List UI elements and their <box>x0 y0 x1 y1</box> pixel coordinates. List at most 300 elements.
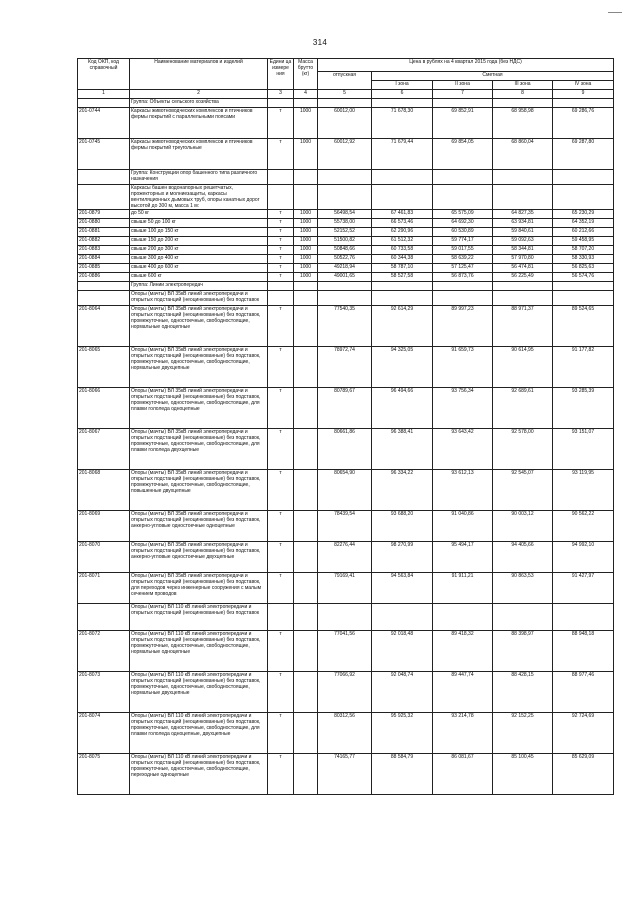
empty-cell <box>372 282 433 291</box>
zone-2-price-cell: 91 911,21 <box>433 573 493 604</box>
zone-2-price-cell: 69 852,91 <box>433 108 493 139</box>
release-price-cell: 50522,76 <box>318 255 372 264</box>
empty-cell <box>268 170 294 185</box>
zone-1-price-cell: 60 733,58 <box>372 246 433 255</box>
unit-cell: т <box>268 273 294 282</box>
zone-3-price-cell: 59 092,63 <box>493 237 553 246</box>
table-row <box>78 542 614 573</box>
price-table <box>77 58 614 795</box>
zone-2-price-cell: 91 040,86 <box>433 511 493 542</box>
release-price-cell: 80654,90 <box>318 470 372 511</box>
header-release: отпускная <box>318 72 372 90</box>
unit-cell: т <box>268 237 294 246</box>
zone-1-price-cell: 60 344,38 <box>372 255 433 264</box>
zone-3-price-cell: 90 003,12 <box>493 511 553 542</box>
section-row <box>78 282 614 291</box>
zone-4-price-cell: 91 427,97 <box>553 573 614 604</box>
zone-1-price-cell: 98 270,99 <box>372 542 433 573</box>
mass-cell <box>294 511 318 542</box>
name-cell: Каркасы животноводческих комплексов и птичников фермы покрытий треугольные <box>130 139 268 170</box>
zone-2-price-cell: 91 659,73 <box>433 347 493 388</box>
mass-cell <box>294 713 318 754</box>
zone-2-price-cell: 93 214,78 <box>433 713 493 754</box>
zone-4-price-cell: 69 287,80 <box>553 139 614 170</box>
empty-cell <box>294 282 318 291</box>
table-row <box>78 754 614 795</box>
header-price-group: Цена в рублях на 4 квартал 2015 года (без НДС) <box>318 59 614 72</box>
zone-1-price-cell: 58 527,58 <box>372 273 433 282</box>
name-cell: Опоры (мачты) ВЛ 35кВ линий электропередачи и открытых подстанций (неоцинкованные) без подставок, промежуточные, одностоечные, свободностоящие, для плавки гололеда двухцепные <box>130 429 268 470</box>
zone-4-price-cell: 64 352,19 <box>553 219 614 228</box>
section-code-cell <box>78 291 130 306</box>
release-price-cell: 78439,54 <box>318 511 372 542</box>
zone-2-price-cell: 58 639,22 <box>433 255 493 264</box>
unit-cell: т <box>268 347 294 388</box>
section-title: Группа: Объекты сельского хозяйства <box>130 99 268 108</box>
empty-cell <box>372 291 433 306</box>
zone-4-price-cell: 91 177,82 <box>553 347 614 388</box>
release-price-cell: 52152,52 <box>318 228 372 237</box>
zone-2-price-cell: 93 612,13 <box>433 470 493 511</box>
table-row <box>78 573 614 604</box>
zone-4-price-cell: 93 285,39 <box>553 388 614 429</box>
name-cell: Опоры (мачты) ВЛ 35кВ линий электропередачи и открытых подстанций (неоцинкованные) без подставок, анкерно-угловые одностоечные одноцепные <box>130 511 268 542</box>
mass-cell <box>294 542 318 573</box>
code-cell: 201-8064 <box>78 306 130 347</box>
name-cell: Опоры (мачты) ВЛ 35кВ линий электропередачи и открытых подстанций (неоцинкованные) без подставок, промежуточные, одностоечные, свободностоящие, для плавки гололеда одноцепные <box>130 388 268 429</box>
unit-cell: т <box>268 255 294 264</box>
section-code-cell <box>78 185 130 210</box>
empty-cell <box>553 170 614 185</box>
zone-3-price-cell: 92 689,61 <box>493 388 553 429</box>
zone-3-price-cell: 64 827,35 <box>493 210 553 219</box>
header-zone-2: II зона <box>433 81 493 90</box>
empty-cell <box>433 99 493 108</box>
empty-cell <box>493 282 553 291</box>
page-number: 314 <box>312 38 328 47</box>
section-title: Группа: Линии электропередач <box>130 282 268 291</box>
header-zone-4: IV зона <box>553 81 614 90</box>
unit-cell: т <box>268 264 294 273</box>
zone-1-price-cell: 94 325,05 <box>372 347 433 388</box>
zone-1-price-cell: 96 334,22 <box>372 470 433 511</box>
zone-2-price-cell: 69 854,05 <box>433 139 493 170</box>
name-cell: Каркасы животноводческих комплексов и птичников фермы покрытий с параллельными поясами <box>130 108 268 139</box>
mass-cell <box>294 470 318 511</box>
zone-3-price-cell: 58 344,81 <box>493 246 553 255</box>
unit-cell: т <box>268 108 294 139</box>
table-row <box>78 511 614 542</box>
table-row <box>78 108 614 139</box>
zone-1-price-cell: 66 573,46 <box>372 219 433 228</box>
zone-2-price-cell: 60 530,89 <box>433 228 493 237</box>
table-row <box>78 237 614 246</box>
zone-4-price-cell: 60 212,66 <box>553 228 614 237</box>
unit-cell: т <box>268 672 294 713</box>
empty-cell <box>433 170 493 185</box>
unit-cell: т <box>268 573 294 604</box>
column-number: 9 <box>553 90 614 99</box>
release-price-cell: 51500,82 <box>318 237 372 246</box>
zone-3-price-cell: 92 578,00 <box>493 429 553 470</box>
zone-3-price-cell: 88 971,37 <box>493 306 553 347</box>
empty-cell <box>268 604 294 631</box>
empty-cell <box>493 604 553 631</box>
column-number: 3 <box>268 90 294 99</box>
name-cell: свыше 600 кг <box>130 273 268 282</box>
empty-cell <box>433 604 493 631</box>
section-code-cell <box>78 282 130 291</box>
zone-3-price-cell: 59 840,61 <box>493 228 553 237</box>
zone-4-price-cell: 92 724,69 <box>553 713 614 754</box>
zone-1-price-cell: 71 678,30 <box>372 108 433 139</box>
zone-3-price-cell: 56 474,81 <box>493 264 553 273</box>
release-price-cell: 60012,00 <box>318 108 372 139</box>
table-row <box>78 210 614 219</box>
empty-cell <box>553 185 614 210</box>
code-cell: 201-0886 <box>78 273 130 282</box>
zone-4-price-cell: 59 458,95 <box>553 237 614 246</box>
table-row <box>78 228 614 237</box>
code-cell: 201-8071 <box>78 573 130 604</box>
column-number: 2 <box>130 90 268 99</box>
table-row <box>78 139 614 170</box>
zone-1-price-cell: 62 290,96 <box>372 228 433 237</box>
zone-1-price-cell: 94 563,84 <box>372 573 433 604</box>
empty-cell <box>268 185 294 210</box>
empty-cell <box>318 185 372 210</box>
zone-3-price-cell: 57 970,80 <box>493 255 553 264</box>
table-row <box>78 219 614 228</box>
column-number: 1 <box>78 90 130 99</box>
release-price-cell: 78972,74 <box>318 347 372 388</box>
mass-cell: 1000 <box>294 219 318 228</box>
mass-cell: 1000 <box>294 108 318 139</box>
empty-cell <box>493 185 553 210</box>
unit-cell: т <box>268 754 294 795</box>
unit-cell: т <box>268 429 294 470</box>
zone-4-price-cell: 69 286,76 <box>553 108 614 139</box>
header-zone-3: III зона <box>493 81 553 90</box>
mass-cell <box>294 631 318 672</box>
column-number: 7 <box>433 90 493 99</box>
mass-cell <box>294 347 318 388</box>
zone-3-price-cell: 92 152,25 <box>493 713 553 754</box>
empty-cell <box>493 291 553 306</box>
zone-2-price-cell: 95 494,17 <box>433 542 493 573</box>
name-cell: Опоры (мачты) ВЛ 110 кВ линий электропередачи и открытых подстанций (неоцинкованные) без подставок, промежуточные, одностоечные, свободностоящие, переходные одноцепные <box>130 754 268 795</box>
unit-cell: т <box>268 470 294 511</box>
header-name: Наименование материалов и изделий <box>130 59 268 90</box>
unit-cell: т <box>268 228 294 237</box>
zone-4-price-cell: 65 230,29 <box>553 210 614 219</box>
empty-cell <box>433 185 493 210</box>
mass-cell <box>294 754 318 795</box>
zone-1-price-cell: 93 688,20 <box>372 511 433 542</box>
unit-cell: т <box>268 713 294 754</box>
code-cell: 201-8068 <box>78 470 130 511</box>
code-cell: 201-0881 <box>78 228 130 237</box>
code-cell: 201-8073 <box>78 672 130 713</box>
empty-cell <box>294 291 318 306</box>
header-estimate: Сметная <box>372 72 614 81</box>
code-cell: 201-8072 <box>78 631 130 672</box>
name-cell: Опоры (мачты) ВЛ 110 кВ линий электропередачи и открытых подстанций (неоцинкованные) без подставок, промежуточные, одностоечные, свободностоящие, для плавки гололеда одноцепные, двухцепные <box>130 713 268 754</box>
empty-cell <box>294 185 318 210</box>
zone-4-price-cell: 58 330,93 <box>553 255 614 264</box>
zone-3-price-cell: 85 100,45 <box>493 754 553 795</box>
empty-cell <box>433 282 493 291</box>
zone-1-price-cell: 92 614,29 <box>372 306 433 347</box>
release-price-cell: 77540,35 <box>318 306 372 347</box>
mass-cell <box>294 306 318 347</box>
zone-1-price-cell: 96 388,41 <box>372 429 433 470</box>
mass-cell: 1000 <box>294 228 318 237</box>
empty-cell <box>553 282 614 291</box>
release-price-cell: 80312,56 <box>318 713 372 754</box>
table-row <box>78 273 614 282</box>
code-cell: 201-0885 <box>78 264 130 273</box>
mass-cell <box>294 573 318 604</box>
zone-1-price-cell: 67 461,83 <box>372 210 433 219</box>
table-row <box>78 429 614 470</box>
section-title: Опоры (мачты) ВЛ 35кВ линий электропередачи и открытых подстанций (неоцинкованные) без подставок <box>130 291 268 306</box>
mass-cell: 1000 <box>294 237 318 246</box>
column-number: 4 <box>294 90 318 99</box>
mass-cell: 1000 <box>294 139 318 170</box>
code-cell: 201-0880 <box>78 219 130 228</box>
zone-1-price-cell: 95 925,32 <box>372 713 433 754</box>
table-row <box>78 388 614 429</box>
header-code: Код ОКП, код справочный <box>78 59 130 90</box>
zone-4-price-cell: 88 977,46 <box>553 672 614 713</box>
unit-cell: т <box>268 210 294 219</box>
release-price-cell: 80789,67 <box>318 388 372 429</box>
release-price-cell: 82276,44 <box>318 542 372 573</box>
section-code-cell <box>78 99 130 108</box>
empty-cell <box>268 282 294 291</box>
empty-cell <box>318 291 372 306</box>
release-price-cell: 50848,66 <box>318 246 372 255</box>
column-number-row <box>78 90 614 99</box>
zone-3-price-cell: 90 863,53 <box>493 573 553 604</box>
code-cell: 201-8066 <box>78 388 130 429</box>
code-cell: 201-0745 <box>78 139 130 170</box>
zone-3-price-cell: 68 860,04 <box>493 139 553 170</box>
release-price-cell: 56498,54 <box>318 210 372 219</box>
name-cell: Опоры (мачты) ВЛ 35кВ линий электропередачи и открытых подстанций (неоцинкованные) без подставок, промежуточные, одностоечные, свободностоящие, нормальные двухцепные <box>130 347 268 388</box>
empty-cell <box>553 604 614 631</box>
mass-cell: 1000 <box>294 246 318 255</box>
header-unit: Едини ца измере ния <box>268 59 294 90</box>
code-cell: 201-8067 <box>78 429 130 470</box>
unit-cell: т <box>268 246 294 255</box>
name-cell: Опоры (мачты) ВЛ 35кВ линий электропередачи и открытых подстанций (неоцинкованные) без подставок, анкерно-угловые одностоечные двухцепные <box>130 542 268 573</box>
empty-cell <box>318 604 372 631</box>
release-price-cell: 77041,56 <box>318 631 372 672</box>
code-cell: 201-8070 <box>78 542 130 573</box>
release-price-cell: 55738,00 <box>318 219 372 228</box>
empty-cell <box>372 604 433 631</box>
zone-2-price-cell: 59 774,17 <box>433 237 493 246</box>
mass-cell: 1000 <box>294 210 318 219</box>
empty-cell <box>318 282 372 291</box>
zone-2-price-cell: 89 447,74 <box>433 672 493 713</box>
zone-2-price-cell: 65 575,09 <box>433 210 493 219</box>
zone-4-price-cell: 89 524,65 <box>553 306 614 347</box>
section-row <box>78 170 614 185</box>
name-cell: Опоры (мачты) ВЛ 110 кВ линий электропередачи и открытых подстанций (неоцинкованные) без подставок, промежуточные, одностоечные, свободностоящие, нормальные одноцепные <box>130 631 268 672</box>
zone-4-price-cell: 93 119,95 <box>553 470 614 511</box>
empty-cell <box>294 170 318 185</box>
zone-4-price-cell: 56 825,63 <box>553 264 614 273</box>
zone-1-price-cell: 58 787,10 <box>372 264 433 273</box>
release-price-cell: 49218,94 <box>318 264 372 273</box>
zone-2-price-cell: 89 418,32 <box>433 631 493 672</box>
code-cell: 201-0879 <box>78 210 130 219</box>
mass-cell: 1000 <box>294 255 318 264</box>
zone-2-price-cell: 89 997,23 <box>433 306 493 347</box>
unit-cell: т <box>268 306 294 347</box>
header-zone-1: I зона <box>372 81 433 90</box>
zone-1-price-cell: 92 048,74 <box>372 672 433 713</box>
mass-cell <box>294 388 318 429</box>
zone-2-price-cell: 93 643,42 <box>433 429 493 470</box>
name-cell: свыше 50 до 100 кг <box>130 219 268 228</box>
zone-3-price-cell: 88 398,97 <box>493 631 553 672</box>
empty-cell <box>372 185 433 210</box>
name-cell: Опоры (мачты) ВЛ 35кВ линий электропередачи и открытых подстанций (неоцинкованные) без подставок, промежуточные, одностоечные, свободностоящие, нормальные одноцепные <box>130 306 268 347</box>
table-row <box>78 255 614 264</box>
release-price-cell: 79169,41 <box>318 573 372 604</box>
unit-cell: т <box>268 219 294 228</box>
empty-cell <box>493 99 553 108</box>
empty-cell <box>493 170 553 185</box>
zone-3-price-cell: 92 545,07 <box>493 470 553 511</box>
table-row <box>78 672 614 713</box>
empty-cell <box>294 99 318 108</box>
mass-cell: 1000 <box>294 264 318 273</box>
mass-cell: 1000 <box>294 273 318 282</box>
code-cell: 201-8065 <box>78 347 130 388</box>
header-mass: Масса брутто (кг) <box>294 59 318 90</box>
section-title: Группа: Конструкции опор башенного типа различного назначения <box>130 170 268 185</box>
zone-1-price-cell: 92 018,48 <box>372 631 433 672</box>
zone-2-price-cell: 59 017,55 <box>433 246 493 255</box>
zone-4-price-cell: 93 151,07 <box>553 429 614 470</box>
mass-cell <box>294 672 318 713</box>
zone-2-price-cell: 56 873,76 <box>433 273 493 282</box>
zone-2-price-cell: 86 081,67 <box>433 754 493 795</box>
zone-4-price-cell: 58 707,20 <box>553 246 614 255</box>
empty-cell <box>268 99 294 108</box>
zone-4-price-cell: 56 574,76 <box>553 273 614 282</box>
column-number: 6 <box>372 90 433 99</box>
column-number: 5 <box>318 90 372 99</box>
zone-3-price-cell: 90 614,95 <box>493 347 553 388</box>
zone-1-price-cell: 61 512,32 <box>372 237 433 246</box>
table-row <box>78 347 614 388</box>
section-code-cell <box>78 604 130 631</box>
section-title: Опоры (мачты) ВЛ 110 кВ линий электропередачи и открытых подстанций (неоцинкованные) без подставок <box>130 604 268 631</box>
empty-cell <box>553 291 614 306</box>
zone-3-price-cell: 63 934,81 <box>493 219 553 228</box>
unit-cell: т <box>268 511 294 542</box>
top-rule <box>608 12 622 13</box>
zone-3-price-cell: 68 958,98 <box>493 108 553 139</box>
name-cell: Опоры (мачты) ВЛ 35кВ линий электропередачи и открытых подстанций (неоцинкованные) без подставок, для переходов через инженерные сооружения с малым сечением проводов <box>130 573 268 604</box>
table-row <box>78 246 614 255</box>
empty-cell <box>553 99 614 108</box>
code-cell: 201-8074 <box>78 713 130 754</box>
release-price-cell: 49001,65 <box>318 273 372 282</box>
section-row <box>78 99 614 108</box>
name-cell: до 50 кг <box>130 210 268 219</box>
table-row <box>78 306 614 347</box>
zone-1-price-cell: 96 494,66 <box>372 388 433 429</box>
code-cell: 201-0744 <box>78 108 130 139</box>
empty-cell <box>318 99 372 108</box>
unit-cell: т <box>268 388 294 429</box>
unit-cell: т <box>268 542 294 573</box>
column-number: 8 <box>493 90 553 99</box>
empty-cell <box>318 170 372 185</box>
zone-4-price-cell: 88 948,18 <box>553 631 614 672</box>
name-cell: Опоры (мачты) ВЛ 110 кВ линий электропередачи и открытых подстанций (неоцинкованные) без подставок, промежуточные, одностоечные, свободностоящие, нормальные двухцепные <box>130 672 268 713</box>
unit-cell: т <box>268 139 294 170</box>
zone-4-price-cell: 94 992,10 <box>553 542 614 573</box>
empty-cell <box>372 99 433 108</box>
zone-3-price-cell: 88 428,15 <box>493 672 553 713</box>
section-row <box>78 291 614 306</box>
table-row <box>78 470 614 511</box>
name-cell: свыше 300 до 400 кг <box>130 255 268 264</box>
empty-cell <box>294 604 318 631</box>
zone-2-price-cell: 93 756,34 <box>433 388 493 429</box>
zone-3-price-cell: 94 405,66 <box>493 542 553 573</box>
release-price-cell: 80661,86 <box>318 429 372 470</box>
zone-1-price-cell: 71 679,44 <box>372 139 433 170</box>
code-cell: 201-8075 <box>78 754 130 795</box>
section-title: Каркасы башен водонапорных решетчатых, прожекторных и молниезащиты, каркасы вентиляционных дымовых труб, опоры канатных дорог высотой до 300 м, масса 1 м: <box>130 185 268 210</box>
name-cell: свыше 150 до 200 кг <box>130 237 268 246</box>
code-cell: 201-0883 <box>78 246 130 255</box>
unit-cell: т <box>268 631 294 672</box>
table-row <box>78 713 614 754</box>
name-cell: свыше 100 до 150 кг <box>130 228 268 237</box>
name-cell: Опоры (мачты) ВЛ 35кВ линий электропередачи и открытых подстанций (неоцинкованные) без подставок, промежуточные, одностоечные, свободностоящие, повышенные двухцепные <box>130 470 268 511</box>
release-price-cell: 74165,77 <box>318 754 372 795</box>
zone-4-price-cell: 85 629,09 <box>553 754 614 795</box>
name-cell: свыше 200 до 300 кг <box>130 246 268 255</box>
zone-4-price-cell: 90 562,22 <box>553 511 614 542</box>
empty-cell <box>268 291 294 306</box>
section-row <box>78 604 614 631</box>
table-row <box>78 631 614 672</box>
name-cell: свыше 400 до 600 кг <box>130 264 268 273</box>
zone-3-price-cell: 56 225,49 <box>493 273 553 282</box>
zone-1-price-cell: 88 584,79 <box>372 754 433 795</box>
table-row <box>78 264 614 273</box>
mass-cell <box>294 429 318 470</box>
code-cell: 201-8069 <box>78 511 130 542</box>
empty-cell <box>433 291 493 306</box>
zone-2-price-cell: 57 125,47 <box>433 264 493 273</box>
release-price-cell: 60012,92 <box>318 139 372 170</box>
empty-cell <box>372 170 433 185</box>
code-cell: 201-0882 <box>78 237 130 246</box>
section-code-cell <box>78 170 130 185</box>
